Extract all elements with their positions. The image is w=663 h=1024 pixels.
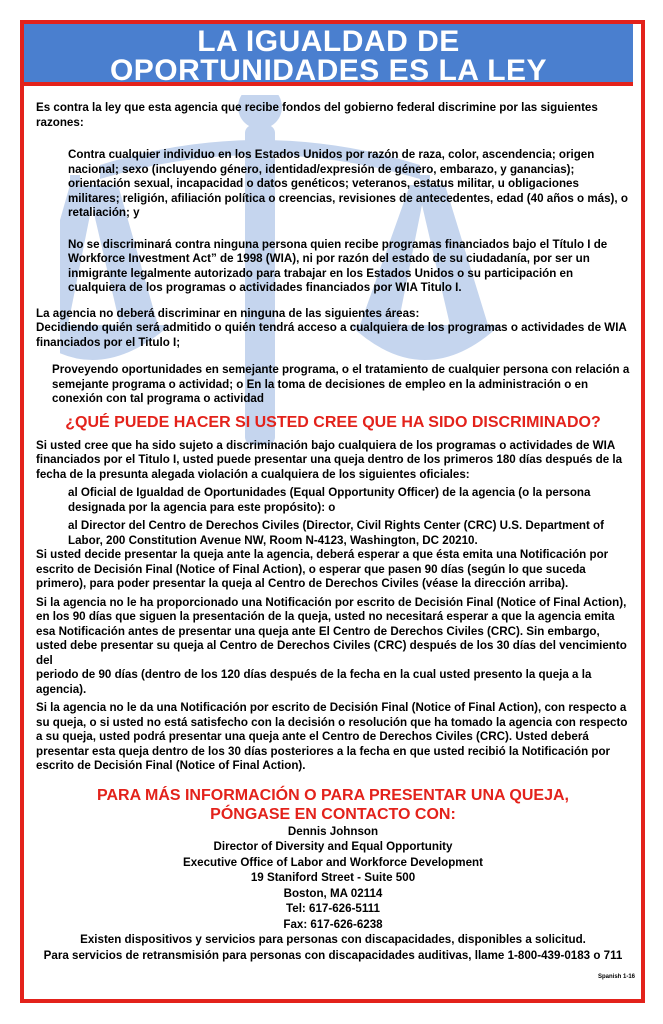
form-code: Spanish 1-16 <box>597 974 635 980</box>
contact-block <box>36 824 630 964</box>
poster-body <box>36 101 630 963</box>
contact-name: Dennis Johnson <box>287 824 379 838</box>
officer-1: al Oficial de Igualdad de Oportunidades (Equal Opportunity Officer) de la agencia (o la persona designada por la agencia para este propósito): o <box>68 486 591 514</box>
relay-note: Para servicios de retransmisión para personas con discapacidades auditivas, llame 1-800-439-0183 o 711 <box>43 948 623 962</box>
contact-heading-2: PÓNGASE EN CONTACTO CON: <box>210 805 456 823</box>
contact-office: Executive Office of Labor and Workforce Development <box>182 855 483 869</box>
accessibility-note: Existen dispositivos y servicios para personas con discapacidades, disponibles a solicitud. <box>80 933 586 946</box>
protected-classes-text: Contra cualquier individuo en los Estados Unidos por razón de raza, color, ascendencia; origen nacional; sexo (incluyendo género, identidad/expresión de género, embarazo, y ganancias); orientación sexual, incapacidad o datos genéticos; veteranos, estatus militar, u obligaciones militares; religión, afiliación política o creencias, revisiones de antecedentes, edad (40 años o más), o retaliación; y <box>68 148 628 219</box>
contact-title: Director of Diversity and Equal Opportunity <box>213 840 453 853</box>
not-satisfied-text: Si la agencia no le da una Notificación por escrito de Decisión Final (Notice of Final Action), con respecto a su queja, o si usted no está satisfecho con la decisión o resolución que ha tomado la agencia con respecto a su queja, usted podrá presentar una queja ante el Centro de Derechos Civiles (CRC). Usted deberá presentar esta queja dentro de los 30 días posteriores a la fecha en que usted recibió la Notificación por escrito de Decisión Final (Notice of Final Action). <box>36 701 628 772</box>
areas-line-2: Decidiendo quién será admitido o quién tendrá acceso a cualquiera de los programas o actividades de WIA financiados por el Titulo I; <box>36 321 627 349</box>
no-notice-text-2: periodo de 90 días (dentro de los 120 días después de la fecha en la cual usted presento la queja a la agencia). <box>36 668 592 696</box>
intro-text: Es contra la ley que esta agencia que recibe fondos del gobierno federal discrimine por las siguientes razones: <box>36 101 598 129</box>
no-notice-text: Si la agencia no le ha proporcionado una Notificación por escrito de Decisión Final (Notice of Final Action), en los 90 días que siguen la presentación de la queja, usted no necesitará esperar a que la agencia emita esa Notificación antes de presentar una queja ante El Centro de Derechos Civiles (CRC). Sin embargo, usted debe presentar su queja al Centro de Derechos Civiles (CRC) después de los 30 días del vencimiento del <box>36 595 627 667</box>
contact-tel: Tel: 617-626-5111 <box>286 902 380 915</box>
contact-heading-1: PARA MÁS INFORMACIÓN O PARA PRESENTAR UNA QUEJA, <box>96 786 569 804</box>
contact-fax: Fax: 617-626-6238 <box>283 917 383 931</box>
agency-complaint-text: Si usted decide presentar la queja ante la agencia, deberá esperar a que ésta emita una Notificación por escrito de Decisión Final (Notice of Final Action), o esperar que pasen 90 días (según lo que suceda primero), para poder presentar la queja al Centro de Derechos Civiles (véase la dirección arriba). <box>36 548 609 590</box>
question-heading: ¿QUÉ PUEDE HACER SI USTED CREE QUE HA SIDO DISCRIMINADO? <box>65 413 601 431</box>
contact-street: 19 Staniford Street - Suite 500 <box>250 871 416 884</box>
officer-2: al Director del Centro de Derechos Civiles (Director, Civil Rights Center (CRC) U.S. Department of Labor, 200 Constitution Avenue NW, Room N-4123, Washington, DC 20210. <box>68 519 605 547</box>
opportunities-text: Proveyendo oportunidades en semejante programa, o el tratamiento de cualquier persona con relación a semejante programa o actividad; o En la toma de decisiones de empleo en la administración o en conexión con tal programa o actividad <box>52 363 630 405</box>
wia-participants-text: No se discriminará contra ninguna persona quien recibe programas financiados bajo el Título I de Workforce Investment Act” de 1998 (WIA), ni por razón del estado de su ciudadanía, por ser un inmigrante legalmente autorizado para trabajar en los Estados Unidos o su participación en cualquiera de los programas o actividades financiados por WIA Titulo I. <box>68 237 608 294</box>
areas-line-1: La agencia no deberá discriminar en ninguna de las siguientes áreas: <box>36 306 420 320</box>
contact-city: Boston, MA 02114 <box>283 886 383 900</box>
poster-header <box>24 24 633 86</box>
title-line-1: LA IGUALDAD DE <box>197 25 460 58</box>
title-line-2: OPORTUNIDADES ES LA LEY <box>109 54 548 87</box>
complaint-intro: Si usted cree que ha sido sujeto a discriminación bajo cualquiera de los programas o actividades de WIA financiados por el Titulo I, usted puede presentar una queja dentro de los primeros 180 días después de la fecha de la presunta alegada violación a cualquiera de los siguientes oficiales: <box>36 438 623 481</box>
